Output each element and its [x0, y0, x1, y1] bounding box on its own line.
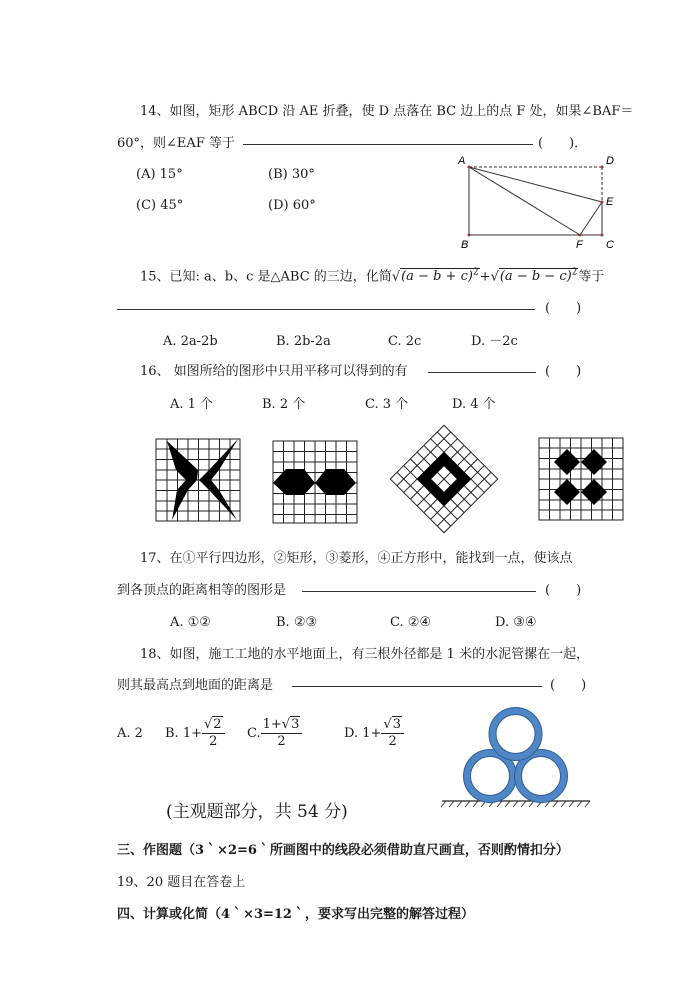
q16-paren: ( ) [545, 364, 582, 379]
q14-label-a: A [458, 155, 466, 167]
q18-option-a: A. 2 [117, 726, 143, 741]
q14-line2: 60°，则∠EAF 等于 [117, 136, 235, 151]
q17-option-b: B. ②③ [276, 615, 318, 630]
section-3-note: 19、20 题目在答卷上 [117, 875, 246, 890]
q18-option-d: D. 1+ $\frac{√3}{2}$ [344, 710, 404, 758]
q16-option-b: B. 2 个 [262, 397, 306, 412]
q15-answer-line [117, 309, 535, 310]
q15-line1: 15、已知: a、b、c 是△ABC 的三边，化简$√(a - b + c)^2+√(a - b - c)^2$等于 [140, 268, 605, 285]
q14-label-c: C [606, 239, 614, 251]
q16-option-d: D. 4 个 [452, 397, 496, 412]
q17-option-c: C. ②④ [390, 615, 432, 630]
q16-answer-line [428, 372, 536, 373]
q17-option-d: D. ③④ [495, 615, 537, 630]
q14-rectangle-figure [455, 150, 625, 255]
q14-label-b: B [461, 239, 469, 251]
q16-figure-3 [388, 423, 500, 535]
q16-figure-1 [155, 438, 241, 522]
q14-paren: ( )． [538, 136, 588, 151]
q18-pipes-figure [440, 705, 595, 810]
q14-option-b: (B) 30° [268, 167, 315, 182]
section-4-heading: 四、计算或化简（4｀×3=12｀，要求写出完整的解答过程） [117, 907, 474, 922]
q14-option-d: (D) 60° [268, 198, 316, 213]
q17-option-a: A. ①② [170, 615, 211, 630]
q14-option-a: (A) 15° [136, 167, 183, 182]
q16-line1: 16、 如图所给的图形中只用平移可以得到的有 [140, 364, 408, 379]
q14-option-c: (C) 45° [136, 198, 184, 213]
q14-label-d: D [606, 155, 614, 167]
q14-line1: 14、如图，矩形 ABCD 沿 AE 折叠，使 D 点落在 BC 边上的点 F 处，如果∠BAF＝ [140, 104, 634, 119]
q15-option-c: C. 2c [388, 334, 422, 349]
q18-option-c: C. $\frac{1+√3}{2}$ [247, 710, 302, 758]
section-subtitle: (主观题部分，共 54 分) [166, 802, 348, 822]
q15-option-b: B. 2b-2a [276, 334, 331, 349]
pipe-top [489, 708, 542, 761]
q14-answer-line [243, 144, 533, 145]
q18-line2: 则其最高点到地面的距离是 [117, 678, 274, 693]
q15-option-a: A. 2a-2b [163, 334, 218, 349]
q15-equals-text: 等于 [578, 269, 605, 285]
q14-label-e: E [606, 196, 614, 208]
q15-radical-2: $√(a - b - c)^2$ [490, 268, 578, 285]
q16-figure-4 [538, 437, 624, 521]
q18-option-b: B. 1+ $\frac{√2}{2}$ [165, 710, 225, 758]
q16-option-a: A. 1 个 [170, 397, 214, 412]
q17-line2: 到各顶点的距离相等的图形是 [117, 583, 287, 598]
q18-answer-line [292, 686, 542, 687]
q16-option-c: C. 3 个 [365, 397, 409, 412]
q16-figure-2 [272, 440, 358, 524]
q18-line1: 18、如图，施工工地的水平地面上，有三根外径都是 1 米的水泥管摞在一起， [140, 647, 590, 662]
q18-paren: ( ) [550, 678, 587, 693]
q15-paren: ( ) [545, 301, 582, 316]
q17-answer-line [302, 591, 536, 592]
q17-paren: ( ) [545, 583, 582, 598]
q15-text: 15、已知: a、b、c 是△ABC 的三边，化简 [140, 269, 392, 285]
q15-option-d: D. －2c [471, 334, 518, 349]
q17-line1: 17、在①平行四边形，②矩形，③菱形，④正方形中，能找到一点，使该点 [140, 551, 573, 566]
q15-radical-1: $√(a - b + c)^2$ [391, 268, 479, 285]
q14-label-f: F [576, 239, 583, 251]
section-3-heading: 三、作图题（3｀×2=6｀所画图中的线段必须借助直尺画直，否则酌情扣分） [117, 843, 569, 858]
